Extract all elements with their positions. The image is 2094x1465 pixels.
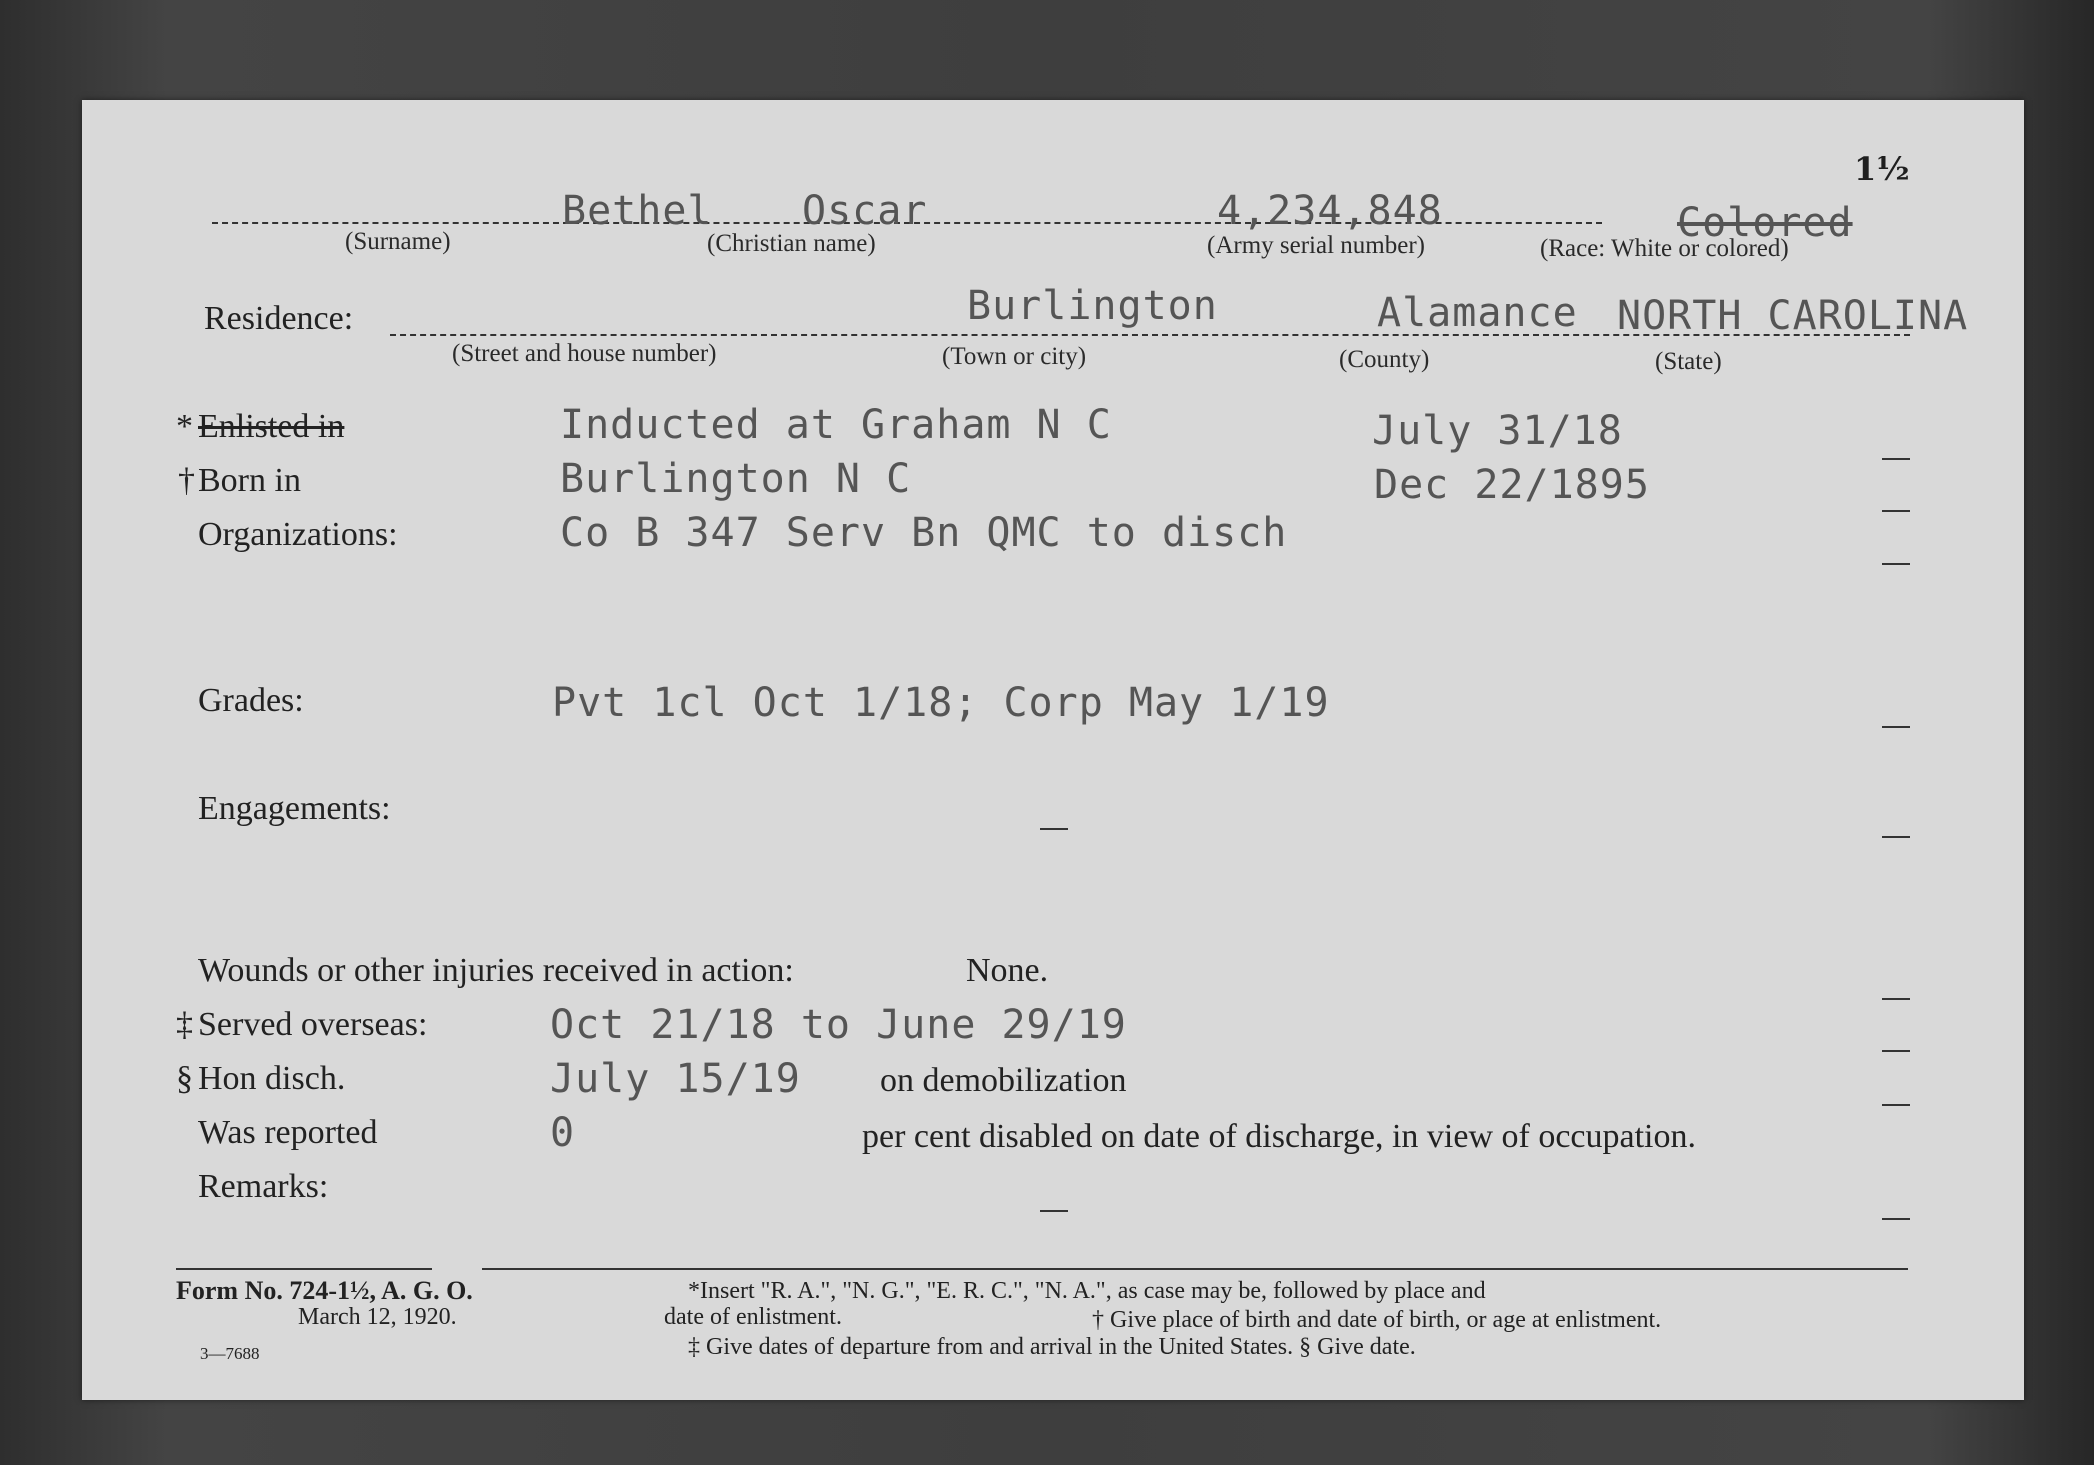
reported-label: Was reported xyxy=(198,1114,378,1151)
dash-11 xyxy=(1882,1218,1910,1220)
street-caption: (Street and house number) xyxy=(452,340,717,367)
residence-label: Residence: xyxy=(204,300,354,337)
race-value: Colored xyxy=(1677,200,1853,246)
grades-value: Pvt 1cl Oct 1/18; Corp May 1/19 xyxy=(552,680,1330,726)
form-date: March 12, 1920. xyxy=(298,1304,457,1330)
disch-value: July 15/19 xyxy=(550,1056,801,1102)
footer-rule-left xyxy=(176,1268,432,1270)
org-label: Organizations: xyxy=(198,516,398,553)
state-caption: (State) xyxy=(1655,348,1722,375)
enlisted-value: Inducted at Graham N C xyxy=(560,402,1112,448)
overseas-label: Served overseas: xyxy=(198,1006,428,1043)
born-date: Dec 22/1895 xyxy=(1374,462,1650,508)
org-value: Co B 347 Serv Bn QMC to disch xyxy=(560,510,1288,556)
state-value: NORTH CAROLINA xyxy=(1617,293,1969,339)
born-mark: † xyxy=(178,462,195,499)
footnote-3: ‡ Give dates of departure from and arrival in the United States. § Give date. xyxy=(688,1334,1416,1360)
serial-caption: (Army serial number) xyxy=(1207,232,1425,259)
dash-2 xyxy=(1882,510,1910,512)
dash-8 xyxy=(1882,1050,1910,1052)
footer-rule-right xyxy=(482,1268,1908,1270)
engagements-label: Engagements: xyxy=(198,790,391,827)
christian-name-value: Oscar xyxy=(802,188,928,234)
born-value: Burlington N C xyxy=(560,456,912,502)
dash-10 xyxy=(1040,1210,1068,1212)
wounds-value: None. xyxy=(966,952,1049,989)
county-value: Alamance xyxy=(1377,290,1578,336)
overseas-value: Oct 21/18 to June 29/19 xyxy=(550,1002,1127,1048)
dash-3 xyxy=(1882,563,1910,565)
enlisted-mark: * xyxy=(176,408,193,445)
service-record-card xyxy=(82,100,2024,1400)
dash-4 xyxy=(1882,726,1910,728)
enlisted-date: July 31/18 xyxy=(1372,408,1623,454)
form-code: 3—7688 xyxy=(200,1344,260,1363)
christian-caption: (Christian name) xyxy=(707,230,876,257)
dash-6 xyxy=(1882,836,1910,838)
town-value: Burlington xyxy=(967,283,1218,329)
enlisted-label: Enlisted in xyxy=(198,408,345,445)
page-number: 1½ xyxy=(1854,150,1910,188)
dash-7 xyxy=(1882,998,1910,1000)
disch-mark: § xyxy=(176,1060,193,1097)
remarks-label: Remarks: xyxy=(198,1168,329,1205)
footnote-2b: † Give place of birth and date of birth, or age at enlistment. xyxy=(1092,1307,1662,1333)
town-caption: (Town or city) xyxy=(942,343,1087,370)
disch-note: on demobilization xyxy=(880,1062,1127,1099)
footnote-1: *Insert "R. A.", "N. G.", "E. R. C.", "N. A.", as case may be, followed by place and xyxy=(688,1278,1486,1304)
surname-caption: (Surname) xyxy=(345,228,451,255)
reported-note: per cent disabled on date of discharge, in view of occupation. xyxy=(862,1118,1696,1155)
serial-number-value: 4,234,848 xyxy=(1217,188,1443,234)
dash-1 xyxy=(1882,458,1910,460)
dash-9 xyxy=(1882,1104,1910,1106)
footnote-2: date of enlistment. xyxy=(664,1304,842,1330)
reported-value: 0 xyxy=(550,1110,576,1156)
overseas-mark: ‡ xyxy=(176,1006,193,1043)
form-number: Form No. 724-1½, A. G. O. xyxy=(176,1276,473,1305)
dash-5 xyxy=(1040,828,1068,830)
surname-value: Bethel xyxy=(562,188,713,234)
born-label: Born in xyxy=(198,462,301,499)
wounds-label: Wounds or other injuries received in action: xyxy=(198,952,794,989)
county-caption: (County) xyxy=(1339,346,1430,373)
grades-label: Grades: xyxy=(198,682,304,719)
disch-label: Hon disch. xyxy=(198,1060,346,1097)
race-caption: (Race: White or colored) xyxy=(1540,235,1789,262)
